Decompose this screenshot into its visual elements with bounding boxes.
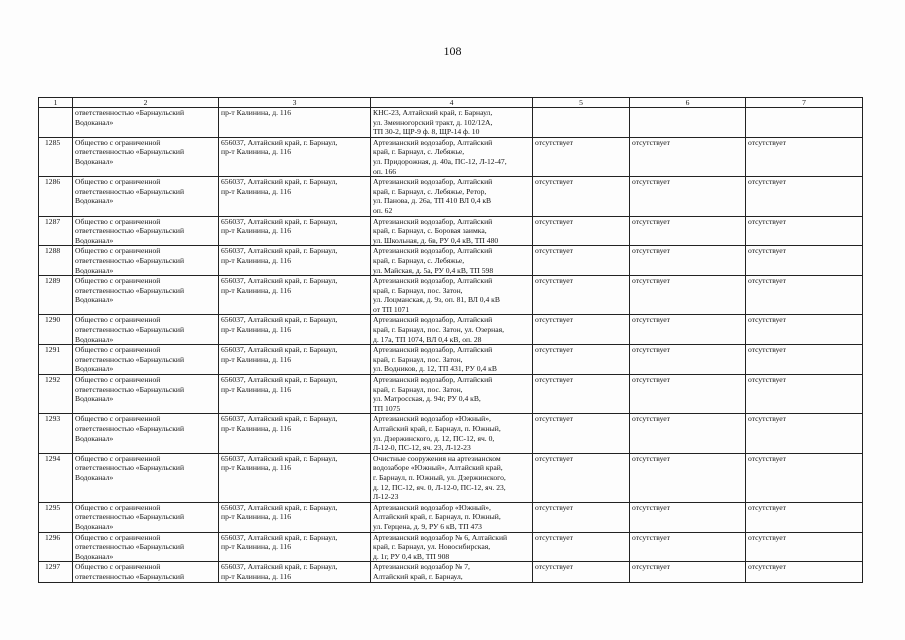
object-line: край, г. Барнаул, с. Лебяжье, — [373, 147, 465, 157]
organization-line: Водоканал» — [75, 521, 114, 531]
object-cell — [371, 453, 533, 502]
organization-line: Водоканал» — [75, 196, 114, 206]
column-number: 1 — [39, 98, 73, 108]
status-value: отсутствует — [748, 137, 786, 147]
row-number-cell — [39, 375, 73, 414]
object-line: край, г. Барнаул, пос. Затон, — [373, 354, 463, 364]
object-line: г. Барнаул, п. Южный, ул. Дзержинского, — [373, 472, 506, 482]
status-value: отсутствует — [535, 246, 573, 256]
table-row — [39, 108, 863, 138]
status-cell — [533, 414, 630, 453]
organization-line: Водоканал» — [75, 295, 114, 305]
organization-line: Общество с ограниченной — [75, 562, 161, 572]
row-number-cell — [39, 315, 73, 345]
status-value: отсутствует — [632, 532, 670, 542]
organization-line: ответственностью «Барнаульский — [75, 186, 185, 196]
organization-cell — [73, 216, 219, 246]
status-cell — [746, 532, 863, 562]
organization-cell — [73, 276, 219, 315]
status-value: отсутствует — [535, 345, 573, 355]
address-cell — [219, 246, 371, 276]
address-cell — [219, 276, 371, 315]
status-value: отсутствует — [748, 562, 786, 572]
column-number: 4 — [371, 98, 533, 108]
status-cell — [533, 177, 630, 216]
address-line: пр-т Калинина, д. 116 — [221, 512, 291, 522]
address-cell — [219, 453, 371, 502]
status-value: отсутствует — [632, 414, 670, 424]
object-line: ул. Змеиногорский тракт, д. 102/12А, — [373, 117, 493, 127]
organization-line: Общество с ограниченной — [75, 137, 161, 147]
row-number: 1288 — [45, 246, 61, 256]
address-cell — [219, 375, 371, 414]
object-line: Артезианский водозабор «Южный», — [373, 502, 491, 512]
status-cell — [533, 315, 630, 345]
page-number: 108 — [443, 44, 462, 58]
table-row — [39, 375, 863, 414]
status-value: отсутствует — [535, 315, 573, 325]
object-line: ул. Матросская, д. 94г, РУ 0,4 кВ, — [373, 394, 481, 404]
status-cell — [533, 532, 630, 562]
object-line: Алтайский край, г. Барнаул, — [373, 571, 463, 581]
status-value: отсутствует — [632, 453, 670, 463]
row-number-cell — [39, 532, 73, 562]
address-line: пр-т Калинина, д. 116 — [221, 285, 291, 295]
table-row — [39, 502, 863, 532]
column-number: 5 — [533, 98, 630, 108]
object-line: край, г. Барнаул, с. Лебяжье, Ретор, — [373, 186, 487, 196]
status-cell — [630, 502, 746, 532]
status-cell — [533, 108, 630, 138]
status-value: отсутствует — [748, 414, 786, 424]
object-line: водозаборе «Южный», Алтайский край, — [373, 463, 503, 473]
address-line: пр-т Калинина, д. 116 — [221, 463, 291, 473]
object-line: ул. Панова, д. 26а, ТП 410 ВЛ 0,4 кВ — [373, 196, 492, 206]
status-value: отсутствует — [748, 453, 786, 463]
status-cell — [630, 315, 746, 345]
table-row — [39, 414, 863, 453]
organization-line: Водоканал» — [75, 265, 114, 275]
object-line: ул. Дзержинского, д. 12, ПС-12, яч. 0, — [373, 433, 495, 443]
object-line: Артезианский водозабор, Алтайский — [373, 177, 493, 187]
address-cell — [219, 562, 371, 582]
status-value: отсутствует — [748, 502, 786, 512]
object-line: Артезианский водозабор, Алтайский — [373, 375, 493, 385]
row-number: 1289 — [45, 276, 61, 286]
organization-line: Общество с ограниченной — [75, 532, 161, 542]
address-line: 656037, Алтайский край, г. Барнаул, — [221, 502, 338, 512]
column-number-row — [39, 98, 863, 108]
object-line: Л-12-0, ПС-12, яч. 23, Л-12-23 — [373, 443, 471, 453]
table-row — [39, 562, 863, 582]
status-value: отсутствует — [632, 276, 670, 286]
row-number-cell — [39, 246, 73, 276]
status-cell — [630, 216, 746, 246]
organization-cell — [73, 532, 219, 562]
status-value: отсутствует — [632, 562, 670, 572]
organization-line: ответственностью «Барнаульский — [75, 542, 185, 552]
organization-line: Общество с ограниченной — [75, 315, 161, 325]
object-cell — [371, 375, 533, 414]
address-line: пр-т Калинина, д. 116 — [221, 542, 291, 552]
organization-line: ответственностью «Барнаульский — [75, 424, 185, 433]
status-value: отсутствует — [748, 216, 786, 226]
status-value: отсутствует — [632, 216, 670, 226]
object-line: ул. Майская, д. 5а, РУ 0,4 кВ, ТП 598 — [373, 265, 494, 275]
address-line: 656037, Алтайский край, г. Барнаул, — [221, 345, 338, 355]
organization-line: Общество с ограниченной — [75, 246, 161, 256]
object-line: КНС-23, Алтайский край, г. Барнаул, — [373, 108, 493, 117]
address-line: 656037, Алтайский край, г. Барнаул, — [221, 137, 338, 147]
organization-line: Водоканал» — [75, 472, 114, 482]
status-cell — [746, 108, 863, 138]
address-line: пр-т Калинина, д. 116 — [221, 325, 291, 335]
address-cell — [219, 108, 371, 138]
status-cell — [630, 532, 746, 562]
address-line: пр-т Калинина, д. 116 — [221, 186, 291, 196]
organization-line: Общество с ограниченной — [75, 375, 161, 385]
status-cell — [630, 345, 746, 375]
object-line: оп. 166 — [373, 166, 397, 176]
status-cell — [630, 562, 746, 582]
object-line: край, г. Барнаул, пос. Затон, — [373, 384, 463, 394]
organization-line: ответственностью «Барнаульский — [75, 463, 185, 473]
status-value: отсутствует — [535, 216, 573, 226]
address-line: пр-т Калинина, д. 116 — [221, 571, 291, 581]
row-number: 1291 — [45, 345, 61, 355]
status-cell — [630, 453, 746, 502]
status-value: отсутствует — [535, 502, 573, 512]
organization-line: Водоканал» — [75, 551, 114, 561]
object-line: Л-12-23 — [373, 492, 399, 502]
status-cell — [533, 216, 630, 246]
row-number: 1292 — [45, 375, 61, 385]
address-cell — [219, 345, 371, 375]
object-line: Алтайский край, г. Барнаул, п. Южный, — [373, 424, 501, 433]
organization-cell — [73, 108, 219, 138]
object-line: Артезианский водозабор, Алтайский — [373, 276, 493, 286]
status-value: отсутствует — [535, 375, 573, 385]
address-line: пр-т Калинина, д. 116 — [221, 424, 291, 433]
status-cell — [630, 108, 746, 138]
organization-line: Общество с ограниченной — [75, 276, 161, 286]
organization-cell — [73, 502, 219, 532]
object-line: д. 17а, ТП 1074, ВЛ 0,4 кВ, оп. 28 — [373, 334, 482, 344]
object-cell — [371, 108, 533, 138]
status-cell — [746, 345, 863, 375]
object-line: край, г. Барнаул, ул. Новосибирская, — [373, 542, 491, 552]
row-number-cell — [39, 137, 73, 176]
row-number: 1285 — [45, 137, 61, 147]
row-number-cell — [39, 502, 73, 532]
status-value: отсутствует — [535, 532, 573, 542]
object-cell — [371, 562, 533, 582]
status-cell — [630, 177, 746, 216]
object-line: край, г. Барнаул, пос. Затон, — [373, 285, 463, 295]
address-cell — [219, 532, 371, 562]
object-line: ТП 1075 — [373, 403, 401, 413]
object-line: край, г. Барнаул, с. Боровая заимка, — [373, 226, 487, 236]
table-row — [39, 177, 863, 216]
status-value: отсутствует — [632, 177, 670, 187]
status-cell — [746, 177, 863, 216]
status-value: отсутствует — [535, 276, 573, 286]
table-row — [39, 276, 863, 315]
object-line: Артезианский водозабор, Алтайский — [373, 246, 493, 256]
object-line: Артезианский водозабор № 7, — [373, 562, 470, 572]
object-line: ул. Лоцманская, д. 9з, оп. 81, ВЛ 0,4 кВ — [373, 295, 500, 305]
object-line: оп. 62 — [373, 205, 393, 215]
status-cell — [746, 453, 863, 502]
row-number: 1297 — [45, 562, 61, 572]
status-cell — [533, 502, 630, 532]
organization-line: Водоканал» — [75, 394, 114, 404]
row-number: 1287 — [45, 216, 61, 226]
organization-line: ответственностью «Барнаульский — [75, 108, 185, 117]
status-value: отсутствует — [748, 177, 786, 187]
object-line: Артезианский водозабор «Южный», — [373, 414, 491, 424]
object-line: от ТП 1071 — [373, 304, 410, 314]
address-line: 656037, Алтайский край, г. Барнаул, — [221, 562, 338, 572]
organization-line: Общество с ограниченной — [75, 453, 161, 463]
status-cell — [630, 246, 746, 276]
address-cell — [219, 502, 371, 532]
row-number: 1293 — [45, 414, 61, 424]
status-cell — [746, 414, 863, 453]
object-line: д. 1г, РУ 0,4 кВ, ТП 908 — [373, 551, 450, 561]
organization-line: Общество с ограниченной — [75, 177, 161, 187]
status-cell — [533, 562, 630, 582]
organization-line: ответственностью «Барнаульский — [75, 147, 185, 157]
organization-cell — [73, 414, 219, 453]
organization-line: Общество с ограниченной — [75, 414, 161, 424]
object-line: Артезианский водозабор, Алтайский — [373, 345, 493, 355]
object-line: край, г. Барнаул, пос. Затон, ул. Озерная, — [373, 325, 504, 335]
row-number-cell — [39, 414, 73, 453]
status-cell — [746, 246, 863, 276]
status-cell — [533, 276, 630, 315]
organization-line: ответственностью «Барнаульский — [75, 512, 185, 522]
table-row — [39, 453, 863, 502]
organization-line: Общество с ограниченной — [75, 502, 161, 512]
status-value: отсутствует — [535, 453, 573, 463]
organization-line: Водоканал» — [75, 156, 114, 166]
address-line: 656037, Алтайский край, г. Барнаул, — [221, 315, 338, 325]
column-number: 7 — [746, 98, 863, 108]
organization-line: ответственностью «Барнаульский — [75, 255, 185, 265]
organization-line: Водоканал» — [75, 433, 114, 443]
address-cell — [219, 137, 371, 176]
object-cell — [371, 502, 533, 532]
status-value: отсутствует — [748, 532, 786, 542]
object-line: Артезианский водозабор, Алтайский — [373, 315, 493, 325]
status-cell — [533, 345, 630, 375]
object-cell — [371, 246, 533, 276]
organization-line: Водоканал» — [75, 235, 114, 245]
row-number: 1286 — [45, 177, 61, 187]
status-cell — [533, 375, 630, 414]
organization-cell — [73, 137, 219, 176]
column-number: 2 — [73, 98, 219, 108]
status-value: отсутствует — [632, 502, 670, 512]
address-line: пр-т Калинина, д. 116 — [221, 384, 291, 394]
address-cell — [219, 177, 371, 216]
object-line: д. 12, ПС-12, яч. 0, Л-12-0, ПС-12, яч. 23, — [373, 482, 506, 492]
object-cell — [371, 216, 533, 246]
organization-line: ответственностью «Барнаульский — [75, 384, 185, 394]
object-cell — [371, 276, 533, 315]
table-row — [39, 532, 863, 562]
organization-line: ответственностью «Барнаульский — [75, 354, 185, 364]
organization-cell — [73, 177, 219, 216]
status-cell — [630, 414, 746, 453]
status-cell — [746, 375, 863, 414]
organization-line: Водоканал» — [75, 117, 114, 127]
address-cell — [219, 216, 371, 246]
organization-cell — [73, 375, 219, 414]
address-cell — [219, 315, 371, 345]
organization-line: Общество с ограниченной — [75, 216, 161, 226]
object-line: ул. Водников, д. 12, ТП 431, РУ 0,4 кВ — [373, 364, 497, 374]
address-line: пр-т Калинина, д. 116 — [221, 226, 291, 236]
organization-line: ответственностью «Барнаульский — [75, 571, 185, 581]
status-cell — [746, 315, 863, 345]
status-cell — [533, 453, 630, 502]
object-line: Алтайский край, г. Барнаул, п. Южный, — [373, 512, 501, 522]
address-line: 656037, Алтайский край, г. Барнаул, — [221, 246, 338, 256]
row-number: 1295 — [45, 502, 61, 512]
status-value: отсутствует — [535, 177, 573, 187]
status-cell — [630, 137, 746, 176]
object-line: ТП 30-2, ЩР-9 ф. 8, ЩР-14 ф. 10 — [373, 127, 480, 137]
status-value: отсутствует — [632, 315, 670, 325]
row-number: 1296 — [45, 532, 61, 542]
organization-line: Общество с ограниченной — [75, 345, 161, 355]
row-number-cell — [39, 108, 73, 138]
row-number-cell — [39, 177, 73, 216]
address-line: 656037, Алтайский край, г. Барнаул, — [221, 532, 338, 542]
object-cell — [371, 345, 533, 375]
address-line: 656037, Алтайский край, г. Барнаул, — [221, 375, 338, 385]
row-number-cell — [39, 453, 73, 502]
status-cell — [630, 276, 746, 315]
organization-cell — [73, 315, 219, 345]
object-line: Артезианский водозабор № 6, Алтайский — [373, 532, 508, 542]
organization-cell — [73, 453, 219, 502]
registry-table — [38, 97, 863, 583]
organization-cell — [73, 562, 219, 582]
address-cell — [219, 414, 371, 453]
address-line: 656037, Алтайский край, г. Барнаул, — [221, 216, 338, 226]
organization-line: Водоканал» — [75, 364, 114, 374]
status-value: отсутствует — [535, 414, 573, 424]
organization-line: Водоканал» — [75, 334, 114, 344]
object-line: ул. Герцена, д. 9, РУ 6 кВ, ТП 473 — [373, 521, 482, 531]
object-line: ул. Школьная, д. 6в, РУ 0,4 кВ, ТП 480 — [373, 235, 499, 245]
column-number: 3 — [219, 98, 371, 108]
status-value: отсутствует — [632, 246, 670, 256]
object-cell — [371, 177, 533, 216]
object-cell — [371, 414, 533, 453]
table-row — [39, 216, 863, 246]
object-cell — [371, 137, 533, 176]
status-value: отсутствует — [748, 276, 786, 286]
row-number-cell — [39, 276, 73, 315]
address-line: 656037, Алтайский край, г. Барнаул, — [221, 177, 338, 187]
organization-cell — [73, 345, 219, 375]
status-value: отсутствует — [535, 137, 573, 147]
status-value: отсутствует — [535, 562, 573, 572]
status-value: отсутствует — [632, 375, 670, 385]
status-value: отсутствует — [632, 137, 670, 147]
status-value: отсутствует — [748, 375, 786, 385]
address-line: 656037, Алтайский край, г. Барнаул, — [221, 276, 338, 286]
status-value: отсутствует — [748, 315, 786, 325]
status-cell — [630, 375, 746, 414]
table-row — [39, 315, 863, 345]
status-value: отсутствует — [748, 345, 786, 355]
status-cell — [533, 137, 630, 176]
address-line: пр-т Калинина, д. 116 — [221, 108, 291, 117]
address-line: пр-т Калинина, д. 116 — [221, 354, 291, 364]
organization-line: ответственностью «Барнаульский — [75, 325, 185, 335]
table-row — [39, 137, 863, 176]
address-line: 656037, Алтайский край, г. Барнаул, — [221, 453, 338, 463]
organization-line: ответственностью «Барнаульский — [75, 226, 185, 236]
status-cell — [533, 246, 630, 276]
object-cell — [371, 315, 533, 345]
object-line: Очистные сооружения на артезианском — [373, 453, 501, 463]
table-row — [39, 246, 863, 276]
object-line: Артезианский водозабор, Алтайский — [373, 216, 493, 226]
status-cell — [746, 137, 863, 176]
table-row — [39, 345, 863, 375]
object-cell — [371, 532, 533, 562]
address-line: пр-т Калинина, д. 116 — [221, 147, 291, 157]
status-cell — [746, 562, 863, 582]
status-cell — [746, 216, 863, 246]
address-line: 656037, Алтайский край, г. Барнаул, — [221, 414, 338, 424]
object-line: ул. Придорожная, д. 40а, ПС-12, Л-12-47, — [373, 156, 507, 166]
object-line: край, г. Барнаул, с. Лебяжье, — [373, 255, 465, 265]
row-number-cell — [39, 216, 73, 246]
row-number-cell — [39, 345, 73, 375]
row-number: 1294 — [45, 453, 61, 463]
status-cell — [746, 276, 863, 315]
row-number: 1290 — [45, 315, 61, 325]
status-value: отсутствует — [632, 345, 670, 355]
organization-line: ответственностью «Барнаульский — [75, 285, 185, 295]
status-value: отсутствует — [748, 246, 786, 256]
organization-cell — [73, 246, 219, 276]
status-cell — [746, 502, 863, 532]
object-line: Артезианский водозабор, Алтайский — [373, 137, 493, 147]
row-number-cell — [39, 562, 73, 582]
column-number: 6 — [630, 98, 746, 108]
address-line: пр-т Калинина, д. 116 — [221, 255, 291, 265]
